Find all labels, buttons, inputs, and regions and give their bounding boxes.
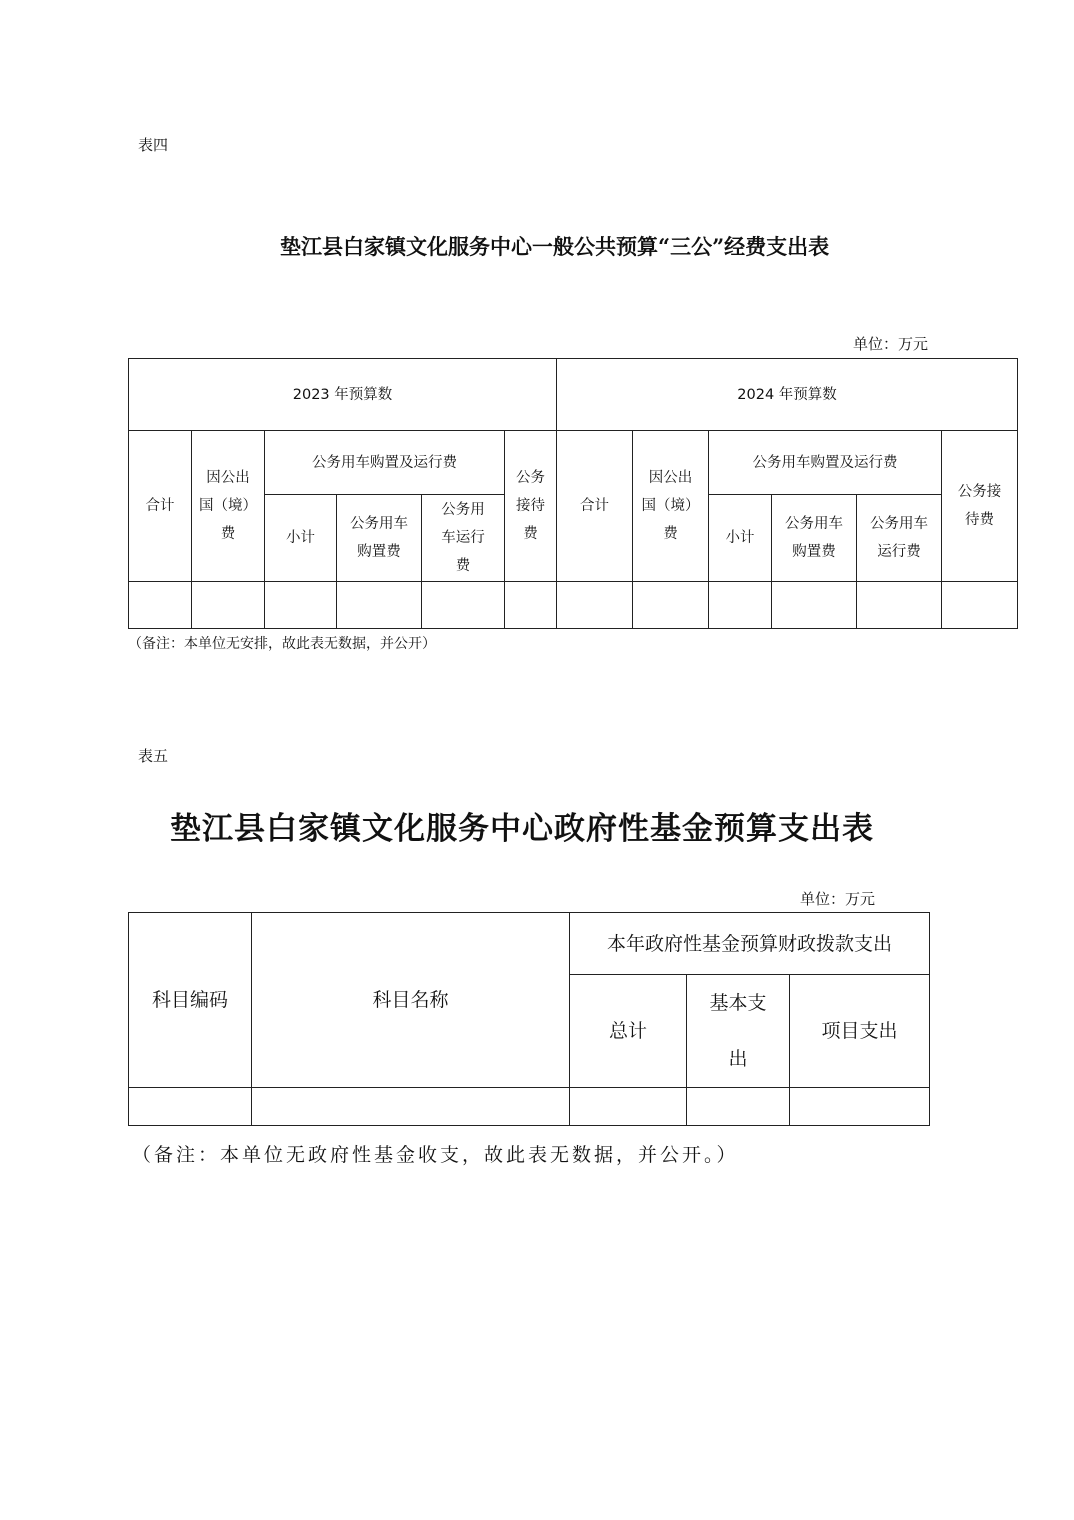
header-subject-code: 科目编码 — [129, 913, 252, 1088]
header-total: 总计 — [570, 975, 687, 1088]
header-2024-budget: 2024 年预算数 — [557, 359, 1018, 431]
table4-note: （备注：本单位无安排，故此表无数据，并公开） — [128, 636, 436, 652]
header-project-expenditure: 项目支出 — [790, 975, 930, 1088]
table-cell — [337, 582, 422, 629]
table-cell — [252, 1088, 570, 1126]
table-cell — [570, 1088, 687, 1126]
table5-unit: 单位：万元 — [800, 890, 876, 908]
header-basic-expenditure: 基本支 出 — [687, 975, 790, 1088]
header-subject-name: 科目名称 — [252, 913, 570, 1088]
header-2024-car-purchase: 公务用车 购置费 — [772, 495, 857, 582]
table-cell — [709, 582, 772, 629]
header-2024-abroad: 因公出 国（境） 费 — [633, 431, 709, 582]
header-2023-abroad: 因公出 国（境） 费 — [192, 431, 265, 582]
table5-note: （备注：本单位无政府性基金收支，故此表无数据，并公开。） — [132, 1144, 739, 1166]
table4-title: 垫江县白家镇文化服务中心一般公共预算“三公”经费支出表 — [280, 234, 830, 259]
table-cell — [129, 1088, 252, 1126]
table5-title: 垫江县白家镇文化服务中心政府性基金预算支出表 — [170, 811, 874, 847]
header-2023-car-running: 公务用 车运行 费 — [422, 495, 505, 582]
header-2023-reception: 公务 接待 费 — [505, 431, 557, 582]
table-cell — [687, 1088, 790, 1126]
table-cell — [265, 582, 337, 629]
header-2023-budget: 2023 年预算数 — [129, 359, 557, 431]
table-cell — [633, 582, 709, 629]
header-2024-car-running: 公务用车 运行费 — [857, 495, 942, 582]
table4-unit: 单位：万元 — [853, 335, 929, 353]
header-2024-total: 合计 — [557, 431, 633, 582]
table-cell — [505, 582, 557, 629]
header-2024-car-subtotal: 小计 — [709, 495, 772, 582]
table4-label: 表四 — [138, 136, 169, 154]
table-cell — [192, 582, 265, 629]
header-fund-expenditure: 本年政府性基金预算财政拨款支出 — [570, 913, 930, 975]
table-cell — [129, 582, 192, 629]
header-2023-total: 合计 — [129, 431, 192, 582]
table-cell — [857, 582, 942, 629]
table5-government-fund — [128, 912, 930, 1126]
table-row — [129, 1088, 930, 1126]
table-cell — [942, 582, 1018, 629]
table4-three-public-expenses — [128, 358, 1018, 629]
header-2024-car-group: 公务用车购置及运行费 — [709, 431, 942, 495]
table-cell — [422, 582, 505, 629]
header-2023-car-subtotal: 小计 — [265, 495, 337, 582]
header-2024-reception: 公务接 待费 — [942, 431, 1018, 582]
table-row — [129, 582, 1018, 629]
header-2023-car-purchase: 公务用车 购置费 — [337, 495, 422, 582]
table5-label: 表五 — [138, 747, 169, 765]
table-cell — [790, 1088, 930, 1126]
header-2023-car-group: 公务用车购置及运行费 — [265, 431, 505, 495]
table-cell — [772, 582, 857, 629]
table-cell — [557, 582, 633, 629]
